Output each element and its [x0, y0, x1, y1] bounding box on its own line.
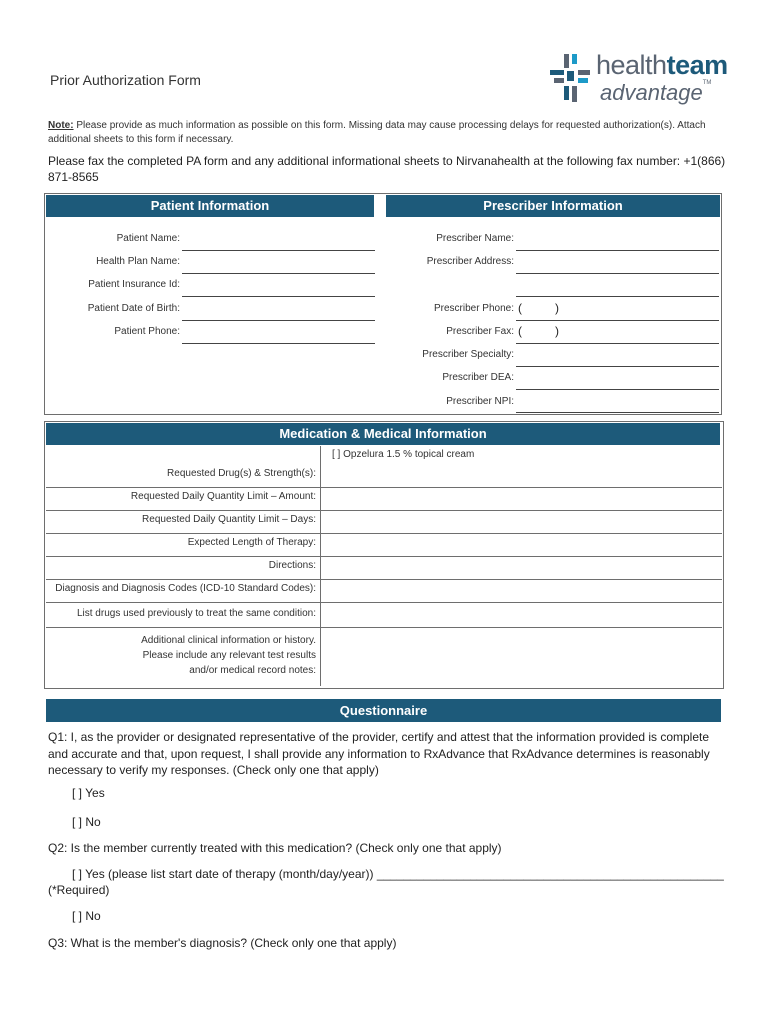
note-body: Please provide as much information as possible on this form. Missing data may cause processing delays for requested authorization(s). Attach additional sheets to this form if necessary.: [48, 120, 706, 145]
diagnosis-label: Diagnosis and Diagnosis Codes (ICD-10 Standard Codes):: [55, 583, 316, 594]
prescriber-fax-paren-close: ): [555, 324, 559, 338]
prescriber-fax-field[interactable]: [516, 343, 719, 344]
prescriber-info-heading: Prescriber Information: [386, 195, 720, 217]
prescriber-fax-label: Prescriber Fax:: [446, 326, 514, 337]
questionnaire-heading: Questionnaire: [46, 699, 721, 722]
patient-info-heading: Patient Information: [46, 195, 374, 217]
insurance-id-label: Patient Insurance Id:: [88, 279, 180, 290]
previous-drugs-row[interactable]: [46, 603, 722, 628]
q2-required-note: (*Required): [48, 883, 110, 897]
patient-phone-field[interactable]: [182, 343, 375, 344]
patient-phone-label: Patient Phone:: [114, 326, 180, 337]
prescriber-name-label: Prescriber Name:: [436, 233, 514, 244]
medication-heading: Medication & Medical Information: [46, 423, 720, 445]
prescriber-npi-label: Prescriber NPI:: [446, 396, 514, 407]
q3-text: Q3: What is the member's diagnosis? (Check only one that apply): [48, 936, 397, 950]
drug-value[interactable]: [ ] Opzelura 1.5 % topical cream: [332, 449, 475, 460]
logo-text-advantage: advantage™: [600, 80, 712, 105]
prescriber-phone-paren-close: ): [555, 301, 559, 315]
logo-mark-icon: [548, 52, 592, 104]
prescriber-address-field-line2[interactable]: [516, 296, 719, 297]
prescriber-address-field[interactable]: [516, 273, 719, 274]
length-row[interactable]: [46, 534, 722, 557]
qty-days-row[interactable]: [46, 511, 722, 534]
prescriber-address-label: Prescriber Address:: [426, 256, 514, 267]
prescriber-phone-label: Prescriber Phone:: [433, 303, 514, 314]
prescriber-specialty-field[interactable]: [516, 366, 719, 367]
prescriber-specialty-label: Prescriber Specialty:: [422, 349, 514, 360]
q1-no-option[interactable]: [ ] No: [72, 815, 101, 829]
healthteam-advantage-logo: [548, 50, 726, 105]
q2-no-option[interactable]: [ ] No: [72, 909, 101, 923]
q1-text: Q1: I, as the provider or designated representative of the provider, certify and attest that the information provided is complete and accurate and that, upon request, I shall provide any information to RxAdvance that RxAdvance determines is reasonably necessary to verify my responses. (Check only one that apply): [48, 730, 710, 777]
fax-instructions: Please fax the completed PA form and any additional informational sheets to Nirvanahealth at the following fax number: +1(866) 871-8565: [48, 154, 726, 184]
length-label: Expected Length of Therapy:: [187, 537, 316, 548]
diagnosis-row[interactable]: [46, 580, 722, 603]
note-text: [48, 119, 728, 147]
directions-label: Directions:: [268, 560, 316, 571]
qty-days-label: Requested Daily Quantity Limit – Days:: [142, 514, 316, 525]
additional-info-label: Additional clinical information or history. Please include any relevant test results and/or medical record notes:: [141, 635, 316, 676]
drug-row: [46, 446, 722, 488]
note-label: Note:: [48, 120, 74, 131]
prescriber-fax-paren-open: (: [518, 324, 522, 338]
logo-text-health: healthteam: [596, 50, 728, 80]
q2-yes-option[interactable]: [ ] Yes (please list start date of therapy (month/day/year)) ____________________________________________________: [72, 867, 724, 881]
form-title: Prior Authorization Form: [50, 72, 201, 88]
patient-name-field[interactable]: [182, 250, 375, 251]
drug-label: Requested Drug(s) & Strength(s):: [167, 468, 316, 479]
patient-name-label: Patient Name:: [116, 233, 180, 244]
prescriber-phone-paren-open: (: [518, 301, 522, 315]
directions-row[interactable]: [46, 557, 722, 580]
dob-label: Patient Date of Birth:: [87, 303, 180, 314]
q1-yes-option[interactable]: [ ] Yes: [72, 786, 105, 800]
previous-drugs-label: List drugs used previously to treat the same condition:: [76, 608, 316, 619]
health-plan-label: Health Plan Name:: [96, 256, 180, 267]
prescriber-dea-label: Prescriber DEA:: [442, 372, 514, 383]
prescriber-name-field[interactable]: [516, 250, 719, 251]
prescriber-npi-field[interactable]: [516, 412, 719, 413]
additional-info-row[interactable]: [46, 628, 722, 686]
health-plan-field[interactable]: [182, 273, 375, 274]
dob-field[interactable]: [182, 320, 375, 321]
prescriber-dea-field[interactable]: [516, 389, 719, 390]
prescriber-phone-field[interactable]: [516, 320, 719, 321]
insurance-id-field[interactable]: [182, 296, 375, 297]
q2-text: Q2: Is the member currently treated with this medication? (Check only one that apply): [48, 841, 502, 855]
qty-amount-row[interactable]: [46, 488, 722, 511]
qty-amount-label: Requested Daily Quantity Limit – Amount:: [130, 491, 316, 502]
